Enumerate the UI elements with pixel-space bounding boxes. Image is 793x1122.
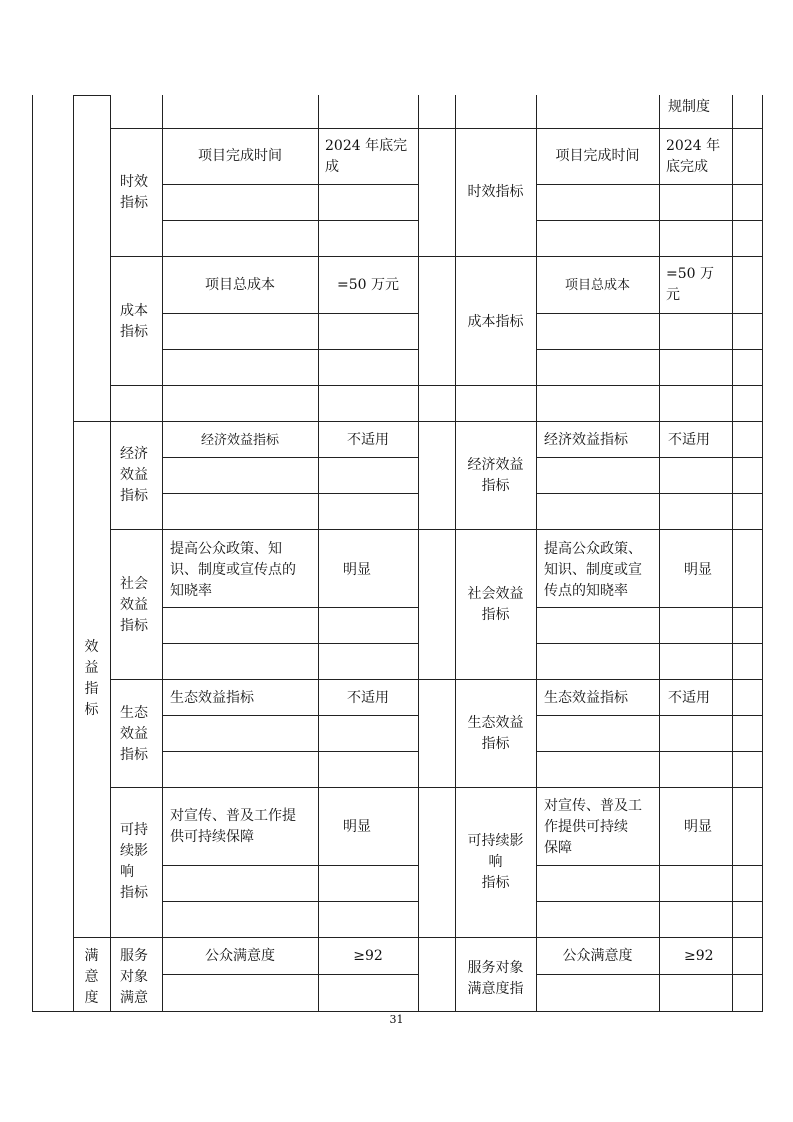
page-number: 31 bbox=[389, 1013, 404, 1026]
sustainability-label: 可持 续影 响 指标 bbox=[120, 822, 148, 901]
service-object-label: 服务 对象 满意 bbox=[120, 948, 148, 1006]
row-line bbox=[162, 901, 418, 902]
column-line bbox=[659, 95, 660, 1012]
time-indicator-value: 2024 年底完 成 bbox=[325, 138, 408, 175]
row-line bbox=[162, 313, 418, 314]
sustainability-indicator-name: 对宣传、普及工作提 供可持续保障 bbox=[170, 808, 296, 845]
group-line bbox=[110, 679, 762, 680]
economic-label: 经济 效益 指标 bbox=[120, 446, 148, 504]
cost-label: 成本 指标 bbox=[120, 303, 148, 340]
table-border-bottom bbox=[32, 1011, 762, 1012]
satisfaction-indicator-value: ≥92 bbox=[353, 948, 383, 964]
section-line bbox=[73, 421, 762, 422]
satisfaction-indicator-name: 公众满意度 bbox=[205, 948, 275, 964]
economic-indicator-value-2: 不适用 bbox=[668, 432, 710, 448]
row-line bbox=[73, 95, 110, 96]
ecological-indicator-value: 不适用 bbox=[347, 690, 389, 706]
row-line bbox=[110, 385, 762, 386]
satisfaction-label: 满 意 度 bbox=[84, 948, 99, 1006]
benefit-indicators-label: 效 益 指 标 bbox=[84, 639, 99, 718]
row-line bbox=[536, 220, 762, 221]
row-line bbox=[162, 184, 418, 185]
group-line bbox=[110, 787, 762, 788]
row-line bbox=[162, 607, 418, 608]
cost-indicator-value: =50 万元 bbox=[337, 277, 399, 293]
economic-indicator-name-2: 经济效益指标 bbox=[544, 432, 628, 448]
column-line bbox=[73, 95, 74, 1012]
sustainability-indicator-name-2: 对宣传、普及工 作提供可持续 保障 bbox=[544, 798, 642, 856]
column-line bbox=[110, 95, 111, 1012]
row-line bbox=[162, 715, 418, 716]
time-indicator-name: 项目完成时间 bbox=[198, 148, 282, 164]
ecological-label-2: 生态效益 指标 bbox=[467, 715, 524, 752]
row-line bbox=[162, 751, 418, 752]
timeliness-label-2: 时效指标 bbox=[467, 184, 524, 200]
column-line bbox=[536, 95, 537, 1012]
ecological-indicator-name: 生态效益指标 bbox=[170, 690, 254, 706]
column-line bbox=[418, 95, 419, 1012]
row-line bbox=[536, 974, 762, 975]
row-line bbox=[536, 901, 762, 902]
cost-indicator-value-2: =50 万 元 bbox=[666, 266, 714, 303]
service-object-label-2: 服务对象 满意度指 bbox=[467, 960, 524, 997]
row-line bbox=[536, 865, 762, 866]
satisfaction-indicator-name-2: 公众满意度 bbox=[562, 948, 633, 964]
row-line bbox=[162, 457, 418, 458]
social-label: 社会 效益 指标 bbox=[120, 576, 148, 634]
row-line bbox=[162, 349, 418, 350]
economic-indicator-value: 不适用 bbox=[347, 432, 389, 448]
row-line bbox=[536, 751, 762, 752]
row-line bbox=[536, 349, 762, 350]
row-line bbox=[162, 493, 418, 494]
row-line bbox=[162, 643, 418, 644]
group-line bbox=[110, 128, 762, 129]
table-border-left bbox=[32, 95, 33, 1012]
row-line bbox=[162, 974, 418, 975]
timeliness-label: 时效 指标 bbox=[120, 174, 148, 211]
row-line bbox=[536, 457, 762, 458]
cost-label-2: 成本指标 bbox=[467, 314, 524, 330]
ecological-indicator-name-2: 生态效益指标 bbox=[544, 690, 628, 706]
social-indicator-name: 提高公众政策、知 识、制度或宣传点的 知晓率 bbox=[170, 541, 296, 599]
time-indicator-name-2: 项目完成时间 bbox=[555, 148, 640, 164]
economic-label-2: 经济效益 指标 bbox=[467, 457, 524, 494]
cost-indicator-name: 项目总成本 bbox=[205, 277, 275, 293]
ecological-indicator-value-2: 不适用 bbox=[668, 690, 710, 706]
sustainability-indicator-value: 明显 bbox=[343, 819, 371, 835]
social-indicator-value-2: 明显 bbox=[684, 562, 712, 578]
row-line bbox=[536, 313, 762, 314]
time-indicator-value-2: 2024 年 底完成 bbox=[666, 138, 721, 175]
social-indicator-value: 明显 bbox=[343, 562, 371, 578]
row-line bbox=[162, 220, 418, 221]
ecological-label: 生态 效益 指标 bbox=[120, 705, 148, 763]
sustainability-label-2: 可持续影 响 指标 bbox=[467, 833, 524, 891]
quality-tail-text: 规制度 bbox=[668, 99, 710, 115]
row-line bbox=[536, 184, 762, 185]
column-line bbox=[318, 95, 319, 1012]
row-line bbox=[162, 865, 418, 866]
group-line bbox=[110, 529, 762, 530]
table-border-right bbox=[762, 95, 763, 1012]
cost-indicator-name-2: 项目总成本 bbox=[564, 278, 630, 293]
column-line bbox=[732, 95, 733, 1012]
section-line bbox=[73, 937, 762, 938]
sustainability-indicator-value-2: 明显 bbox=[684, 819, 712, 835]
economic-indicator-name: 经济效益指标 bbox=[200, 433, 279, 448]
social-label-2: 社会效益 指标 bbox=[467, 586, 524, 623]
satisfaction-indicator-value-2: ≥92 bbox=[684, 948, 714, 964]
row-line bbox=[536, 493, 762, 494]
row-line bbox=[536, 643, 762, 644]
social-indicator-name-2: 提高公众政策、 知识、制度或宣 传点的知晓率 bbox=[544, 541, 642, 599]
column-line bbox=[162, 95, 163, 1012]
row-line bbox=[536, 607, 762, 608]
group-line bbox=[110, 256, 762, 257]
row-line bbox=[536, 715, 762, 716]
